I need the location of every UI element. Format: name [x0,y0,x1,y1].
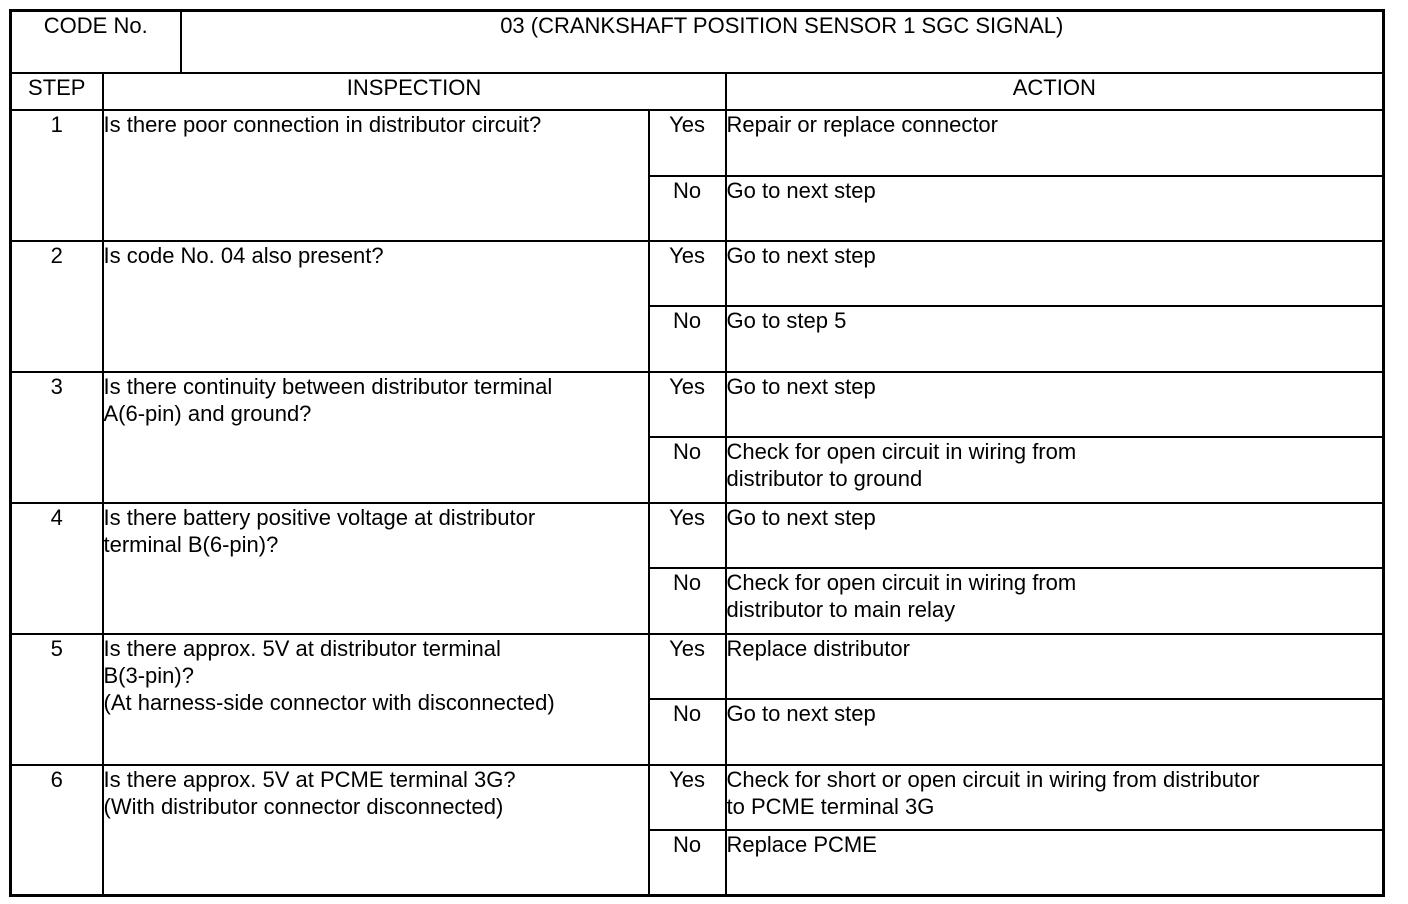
action-line: distributor to main relay [726,597,956,623]
inspection-line: A(6-pin) and ground? [103,400,312,426]
action-line: Replace PCME [726,831,877,857]
inspection-line: B(3-pin)? [103,662,194,688]
no-label: No [649,437,726,502]
yes-label: Yes [649,372,726,437]
action-line: Go to next step [726,504,876,530]
code-header-row [11,11,1384,73]
step-row-yes [11,110,1384,175]
inspection-text [103,765,649,896]
action-line: Go to next step [726,177,876,203]
step-number: 4 [11,503,103,634]
step-number: 3 [11,372,103,503]
inspection-text [103,241,649,372]
yes-action [726,765,1384,830]
inspection-line: Is there poor connection in distributor circuit? [103,112,542,138]
no-label: No [649,568,726,633]
no-label: No [649,176,726,241]
no-action [726,176,1384,241]
yes-action [726,372,1384,437]
diagnostic-table [9,9,1385,897]
action-line: Replace distributor [726,635,910,661]
code-title: 03 (CRANKSHAFT POSITION SENSOR 1 SGC SIGNAL) [181,11,1384,73]
step-row-yes [11,503,1384,568]
step-row-yes [11,241,1384,306]
action-line: Go to step 5 [726,308,847,334]
no-action [726,568,1384,633]
yes-label: Yes [649,241,726,306]
yes-action [726,241,1384,306]
action-line: Go to next step [726,373,876,399]
inspection-line: Is there battery positive voltage at distributor [103,504,536,530]
code-label: CODE No. [11,11,181,73]
no-action [726,830,1384,896]
step-column-header: STEP [11,73,103,110]
action-line: distributor to ground [726,466,923,492]
no-action [726,437,1384,502]
no-label: No [649,699,726,764]
yes-action [726,110,1384,175]
inspection-line: Is there continuity between distributor terminal [103,373,553,399]
yes-label: Yes [649,503,726,568]
inspection-line: Is there approx. 5V at PCME terminal 3G? [103,766,516,792]
inspection-column-header: INSPECTION [103,73,726,110]
action-line: Repair or replace connector [726,112,998,138]
inspection-text [103,110,649,241]
column-header-row [11,73,1384,110]
action-line: Check for open circuit in wiring from [726,439,1077,465]
step-number: 5 [11,634,103,765]
action-line: Go to next step [726,701,876,727]
step-row-yes [11,372,1384,437]
yes-label: Yes [649,634,726,699]
action-column-header: ACTION [726,73,1384,110]
step-number: 6 [11,765,103,896]
inspection-line: Is there approx. 5V at distributor terminal [103,635,501,661]
action-line: Go to next step [726,243,876,269]
no-label: No [649,306,726,371]
action-line: Check for short or open circuit in wiring from distributor [726,766,1260,792]
no-action [726,306,1384,371]
yes-action [726,634,1384,699]
inspection-line: (At harness-side connector with disconnected) [103,689,555,715]
inspection-text [103,503,649,634]
inspection-line: terminal B(6-pin)? [103,531,279,557]
step-number: 2 [11,241,103,372]
no-label: No [649,830,726,896]
inspection-text [103,634,649,765]
action-line: Check for open circuit in wiring from [726,570,1077,596]
yes-label: Yes [649,110,726,175]
step-row-yes [11,765,1384,830]
yes-label: Yes [649,765,726,830]
inspection-line: (With distributor connector disconnected) [103,793,504,819]
yes-action [726,503,1384,568]
no-action [726,699,1384,764]
step-row-yes [11,634,1384,699]
inspection-text [103,372,649,503]
step-number: 1 [11,110,103,241]
inspection-line: Is code No. 04 also present? [103,243,384,269]
action-line: to PCME terminal 3G [726,793,935,819]
